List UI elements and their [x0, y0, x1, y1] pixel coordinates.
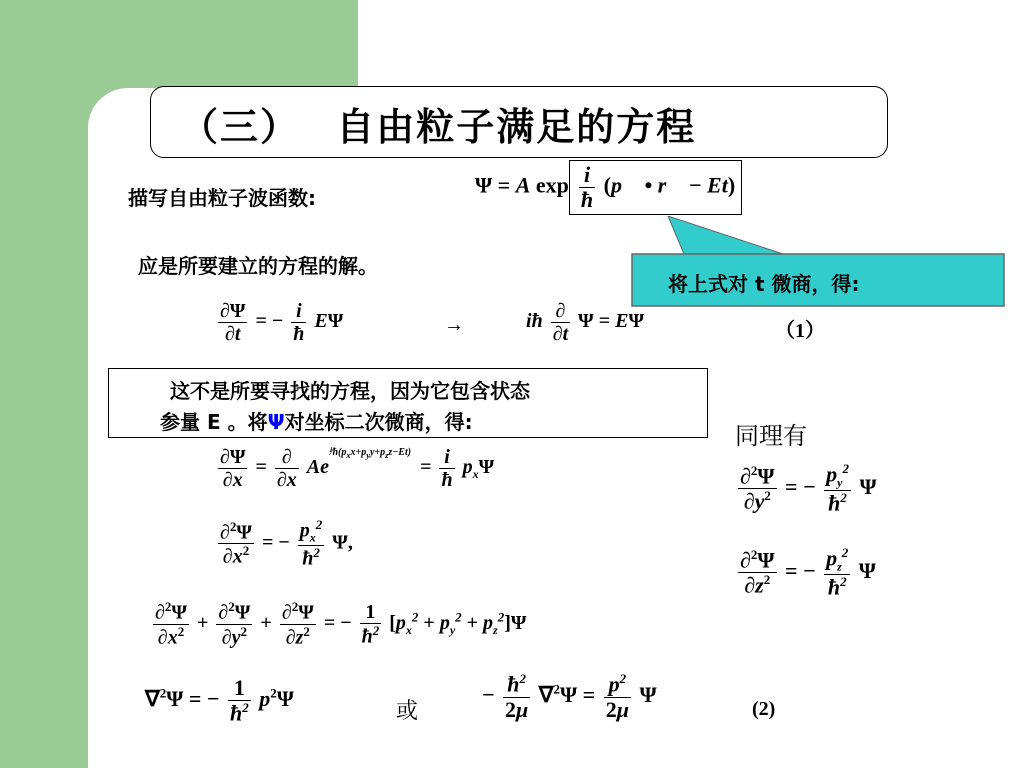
z-second-derivative: $\frac{\partial^2\Psi}{\partial z^2}$ = − $\frac{p_z^2}{ħ^2}$ Ψ: [740, 545, 876, 600]
schrodinger-time-equation: iħ $\frac{\partial}{\partial t}$ Ψ = EΨ: [526, 300, 645, 345]
equation-number-2: (2): [752, 698, 776, 720]
laplacian-sum-equation: $\frac{\partial^2\Psi}{\partial x^2}$ + $\frac{\partial^2\Psi}{\partial y^2}$ + $\frac{\partial^2\Psi}{\partial z^2}$ = − $\frac{1}{ħ^2}$ $[p_x^2 + p_y^2 + p_z^2]\Psi$: [155, 599, 527, 649]
laplacian-equation: ∇$^2$Ψ = − $\frac{1}{ħ^2}$ $p^2\Psi$: [145, 675, 294, 726]
arrow: →: [444, 314, 464, 336]
or-label: 或: [396, 699, 419, 724]
x-first-derivative: $\frac{\partial\Psi}{\partial x}$ = $\frac{\partial}{\partial x}$ $Ae^{^i⁄ħ(p_xx+p_yy+p_zz-Et)}$ = $\frac{i}{ħ}$ $p_x\Psi$: [220, 446, 495, 491]
callout-bubble: [628, 216, 1010, 312]
describe-label: 描写自由粒子波函数:: [128, 186, 316, 210]
y-second-derivative: $\frac{\partial^2\Psi}{\partial y^2}$ = − $\frac{p_y^2}{ħ^2}$ Ψ: [740, 461, 877, 516]
page-title: （三） 自由粒子满足的方程: [180, 105, 697, 149]
wave-function-formula: Ψ = A exp $\frac{i}{ħ}$ (p⃗ • r⃗ − Et): [475, 160, 742, 215]
solution-label: 应是所要建立的方程的解。: [138, 254, 378, 278]
note-line-1: 这不是所要寻找的方程，因为它包含状态: [170, 379, 530, 403]
equation-number-1: （1）: [775, 320, 825, 342]
energy-laplacian-equation: − $\frac{ħ^2}{2\mu}$ ∇$^2$Ψ = $\frac{p^2}{2\mu}$ Ψ: [482, 671, 657, 722]
note-line-2-b: 对坐标二次微商，得:: [284, 410, 473, 434]
top-green-band: [0, 0, 358, 88]
note-line-2-a: 参量 E 。将: [160, 410, 268, 434]
callout-text: 将上式对 t 微商，得:: [668, 272, 860, 296]
note-line-2: [160, 406, 473, 435]
time-derivative-equation: $\frac{\partial\Psi}{\partial t}$ = − $\frac{i}{ħ}$ EΨ: [220, 300, 344, 345]
x-second-derivative: $\frac{\partial^2\Psi}{\partial x^2}$ = − $\frac{p_x^2}{ħ^2}$ Ψ,: [220, 517, 353, 570]
sidebar-green-band: [0, 0, 88, 768]
similarly-label: 同理有: [735, 422, 807, 450]
psi-highlight: Ψ: [267, 410, 285, 434]
